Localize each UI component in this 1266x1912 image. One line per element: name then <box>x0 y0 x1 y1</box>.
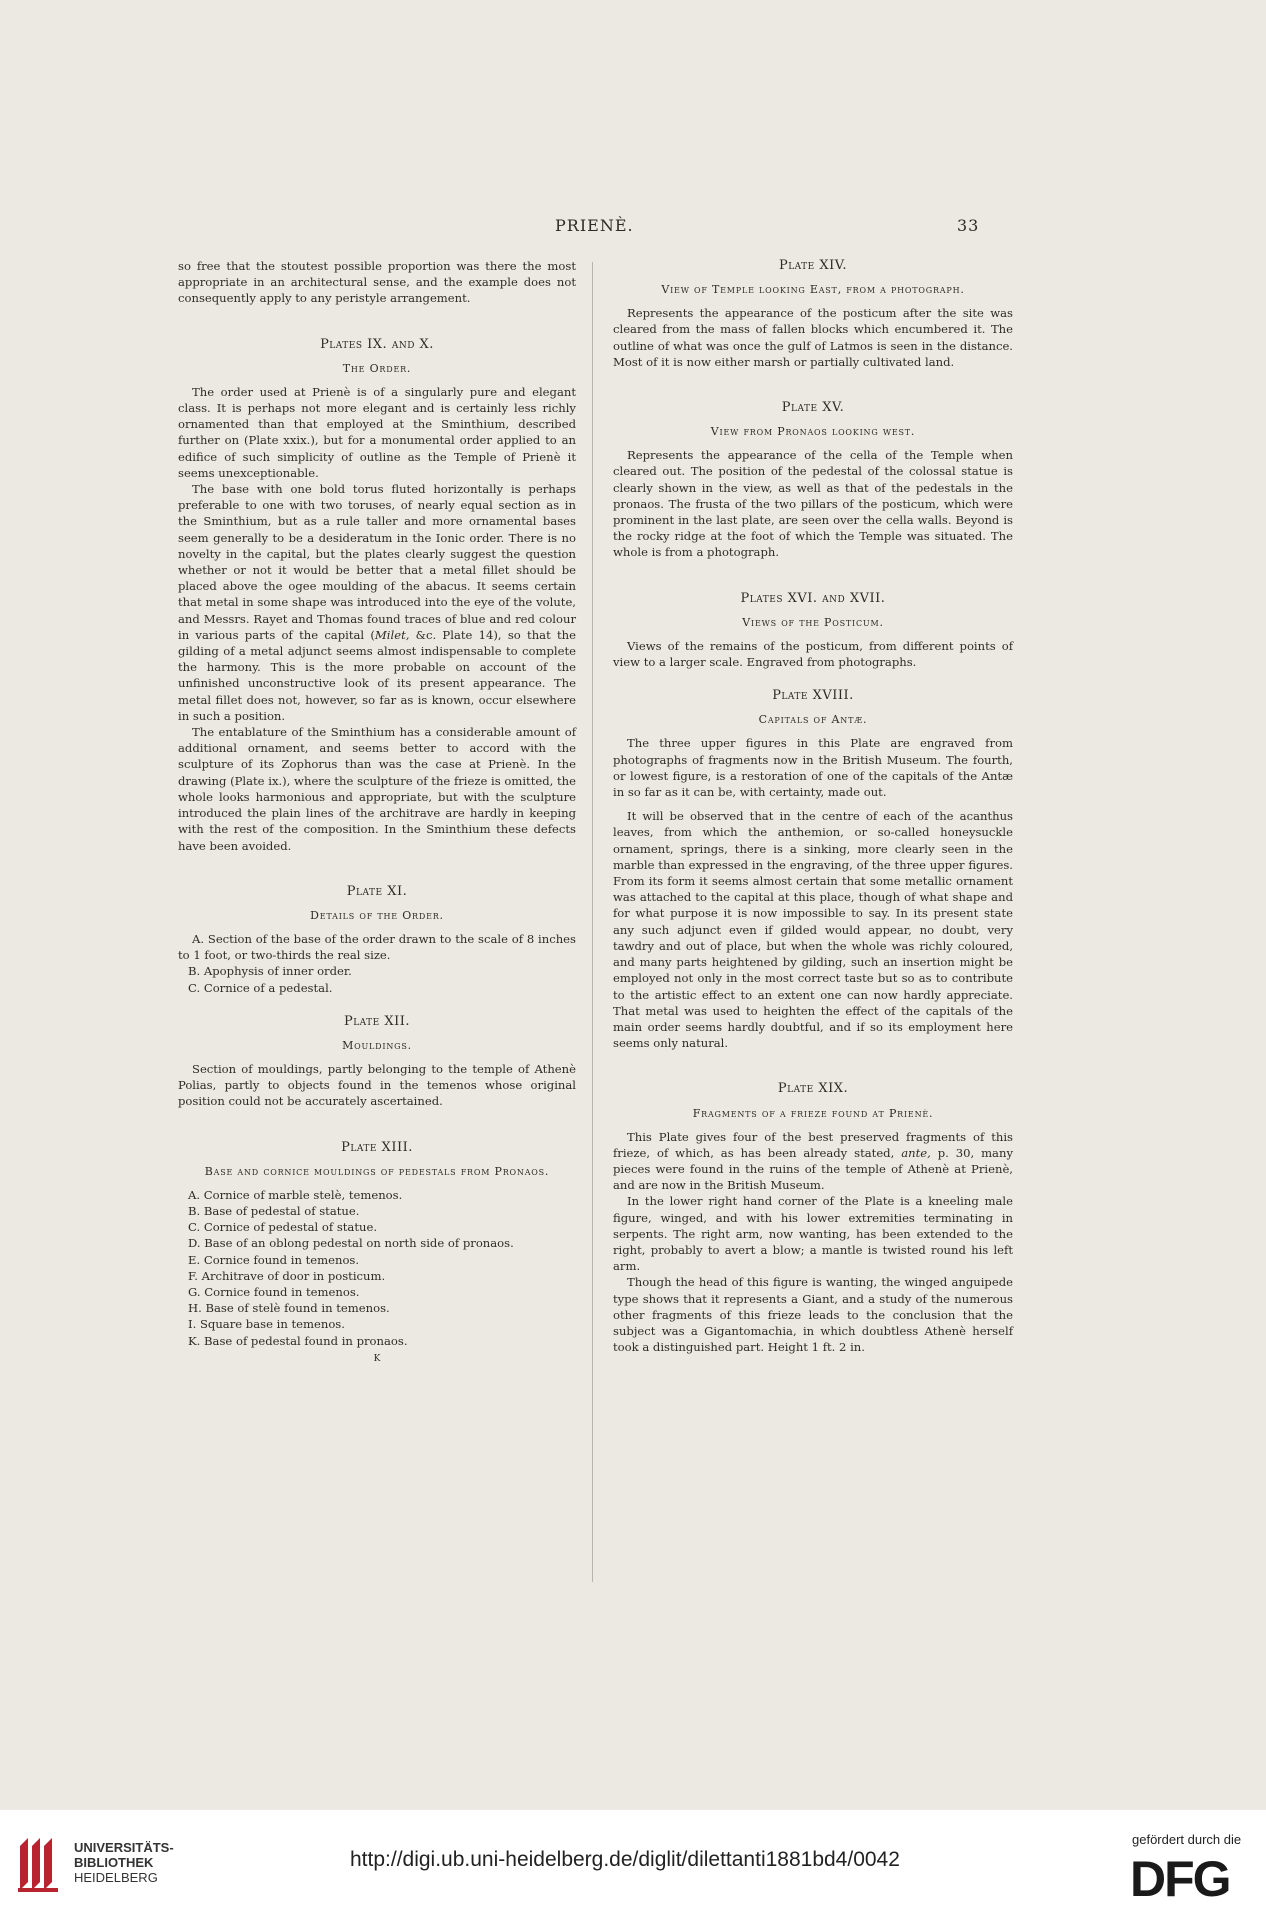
list-item: A. Section of the base of the order drawn to the scale of 8 inches to 1 foot, or two-thirds the real size. <box>178 931 576 963</box>
section-heading: Plate XI. <box>346 883 408 899</box>
paragraph: Though the head of this figure is wanting, the winged anguipede type shows that it represents a Giant, and a study of the numerous other fragments of this frieze leads to the conclusion that the subject was a Gigantomachia, in which doubtless Athenè herself took a distinguished part. Height 1 ft. 2 in. <box>613 1275 1013 1355</box>
list-item: B. Base of pedestal of statue. <box>188 1203 360 1218</box>
right-column <box>613 258 1013 1355</box>
section-subheading: Fragments of a frieze found at Prienè. <box>692 1106 934 1120</box>
section-subheading: Views of the Posticum. <box>742 615 884 629</box>
digitization-footer <box>0 1810 1266 1912</box>
section-subheading: Details of the Order. <box>310 908 444 922</box>
paragraph: It will be observed that in the centre of each of the acanthus leaves, from which the anthemion, or so-called honeysuckle ornament, springs, there is a sinking, more clearly seen in the marble than expressed in the engraving, of the three upper figures. From its form it seems almost certain that some metallic ornament was attached to the capital at this place, though of what shape and for what purpose it is now impossible to say. In its present state any such adjunct even if gilded would appear, no doubt, very tawdry and out of place, but when the whole was richly coloured, and many parts heightened by gilding, such an insertion might be employed not only in the most correct taste but so as to contribute to the artistic effect to an extent one can now hardly appreciate. That metal was used to heighten the effect of the capitals of the main order seems hardly doubtful, and if so its employment here seems only natural. <box>613 809 1013 1051</box>
section-heading: Plate XIII. <box>341 1139 413 1155</box>
dfg-logo: DFG <box>1130 1851 1230 1907</box>
list-item: E. Cornice found in temenos. <box>188 1252 360 1267</box>
signature-mark: K <box>373 1353 381 1364</box>
column-divider <box>592 262 593 1582</box>
paragraph: In the lower right hand corner of the Plate is a kneeling male figure, winged, and with his lower extremities terminating in serpents. The right arm, now wanting, has been extended to the right, probably to avert a blow; a mantle is twisted round his left arm. <box>613 1194 1013 1274</box>
list-item: H. Base of stelè found in temenos. <box>188 1301 390 1316</box>
paragraph: The three upper figures in this Plate are engraved from photographs of fragments now in the British Museum. The fourth, or lowest figure, is a restoration of one of the capitals of the Antæ in so far as it can be, with certainty, made out. <box>613 736 1013 800</box>
section-heading: Plates IX. and X. <box>320 336 434 352</box>
paragraph: so free that the stoutest possible proportion was there the most appropriate in an architectural sense, and the example does not consequently apply to any peristyle arrangement. <box>178 259 576 306</box>
paragraph: Represents the appearance of the posticum after the site was cleared from the mass of fallen blocks which encumbered it. The outline of what was once the gulf of Latmos is seen in the distance. Most of it is now either marsh or partially cultivated land. <box>613 306 1013 369</box>
funding-note: gefördert durch die <box>1132 1832 1242 1847</box>
section-heading: Plate XII. <box>343 1013 411 1029</box>
section-subheading: View from Pronaos looking west. <box>710 425 916 439</box>
running-head <box>0 216 1266 240</box>
paragraph: Represents the appearance of the cella of the Temple when cleared out. The position of the pedestal of the colossal statue is clearly shown in the view, as well as that of the pedestals in the pronaos. The frusta of the two pillars of the posticum, which were prominent in the last plate, are seen over the cella walls. Beyond is the rocky ridge at the foot of which the Temple was situated. The whole is from a photograph. <box>613 448 1013 560</box>
paragraph: Views of the remains of the posticum, from different points of view to a larger scale. Engraved from photographs. <box>613 638 1013 670</box>
page-number: 33 <box>957 216 980 235</box>
list-item: F. Architrave of door in posticum. <box>188 1268 386 1283</box>
list-item: D. Base of an oblong pedestal on north side of pronaos. <box>188 1236 514 1251</box>
section-subheading: View of Temple looking East, from a photograph. <box>661 283 965 297</box>
list-item: A. Cornice of marble stelè, temenos. <box>188 1187 403 1202</box>
paragraph: The base with one bold torus fluted horizontally is perhaps preferable to one with two toruses, of nearly equal section as in the Sminthium, but as a rule taller and more ornamental bases seem generally to be a desideratum in the Ionic order. There is no novelty in the capital, but the plates clearly suggest the question whether or not it would be better that a metal fillet should be placed above the ogee moulding of the abacus. It seems certain that metal in some shape was introduced into the eye of the volute, and Messrs. Rayet and Thomas found traces of blue and red colour in various parts of the capital (Milet, &c. Plate 14), so that the gilding of a metal adjunct seems almost indispensable to complete the harmony. This is the more probable on account of the unfinished unconstructive look of its present appearance. The metal fillet does not, however, so far as is known, occur elsewhere in such a position. <box>178 482 576 723</box>
paragraph: The order used at Prienè is of a singularly pure and elegant class. It is perhaps not more elegant and is certainly less richly ornamented than that employed at the Sminthium, described further on (Plate xxix.), but for a monumental order applied to an edifice of such simplicity of outline as the Temple of Prienè it seems unexceptionable. <box>178 384 576 480</box>
section-heading: Plate XV. <box>781 400 845 416</box>
list-item: G. Cornice found in temenos. <box>188 1284 360 1299</box>
running-title: PRIENÈ. <box>555 216 634 235</box>
section-subheading: Mouldings. <box>342 1038 412 1052</box>
section-heading: Plates XVI. and XVII. <box>740 590 886 606</box>
section-subheading: The Order. <box>342 361 412 375</box>
section-heading: Plate XVIII. <box>772 688 854 704</box>
library-name: UNIVERSITÄTS- BIBLIOTHEK HEIDELBERG <box>74 1840 174 1885</box>
paragraph: Section of mouldings, partly belonging to the temple of Athenè Polias, partly to objects found in the temenos whose original position could not be accurately ascertained. <box>178 1061 576 1109</box>
list-item: C. Cornice of pedestal of statue. <box>188 1220 378 1235</box>
paragraph: The entablature of the Sminthium has a considerable amount of additional ornament, and seems better to accord with the sculpture of its Zophorus than was the case at Prienè. In the drawing (Plate ix.), where the sculpture of the frieze is omitted, the whole looks harmonious and appropriate, but with the sculpture introduced the plain lines of the architrave are hardly in keeping with the rest of the composition. In the Sminthium these defects have been avoided. <box>178 725 576 853</box>
section-heading: Plate XIV. <box>778 258 848 273</box>
left-column <box>178 258 576 1367</box>
list-item: C. Cornice of a pedestal. <box>188 980 333 995</box>
section-subheading: Capitals of Antæ. <box>758 713 868 727</box>
source-url-link[interactable]: http://digi.ub.uni-heidelberg.de/diglit/dilettanti1881bd4/0042 <box>350 1848 900 1871</box>
paragraph: This Plate gives four of the best preserved fragments of this frieze, of which, as has been already stated, ante, p. 30, many pieces were found in the ruins of the temple of Athenè at Prienè, and are now in the British Museum. <box>613 1129 1013 1193</box>
list-item: K. Base of pedestal found in pronaos. <box>188 1333 408 1348</box>
list-item: I. Square base in temenos. <box>188 1317 345 1332</box>
list-item: B. Apophysis of inner order. <box>188 964 352 979</box>
university-library-logo-icon <box>14 1832 66 1894</box>
section-subheading: Base and cornice mouldings of pedestals from Pronaos. <box>204 1164 550 1178</box>
section-heading: Plate XIX. <box>777 1081 849 1097</box>
